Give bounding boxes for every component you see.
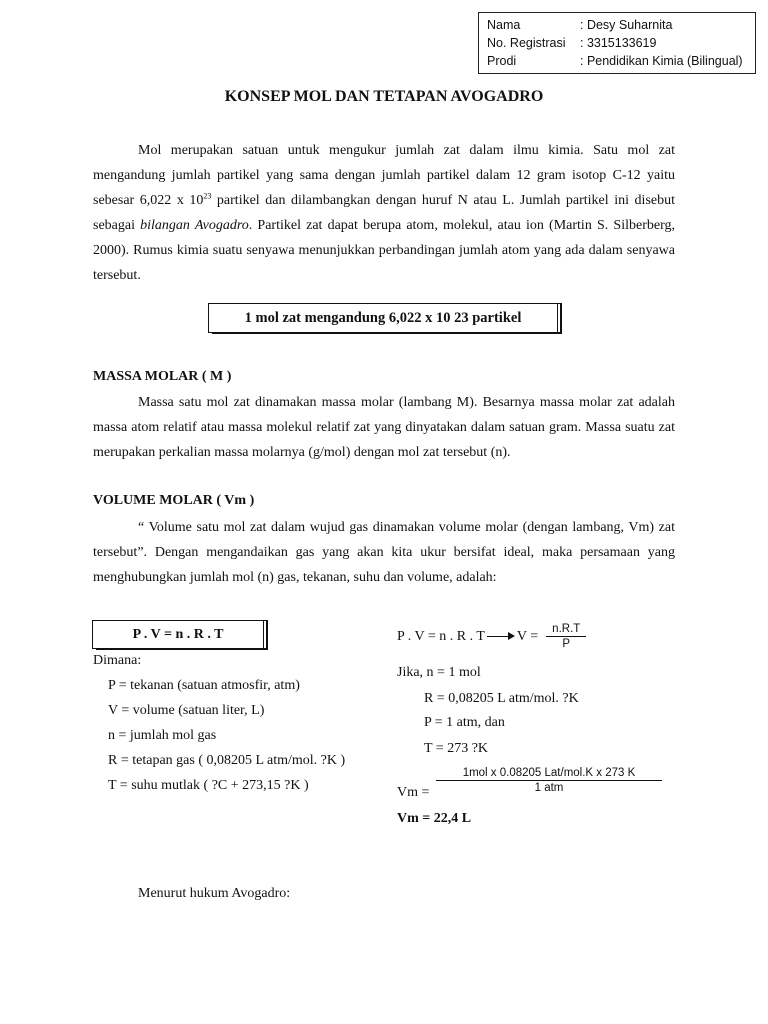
massa-molar-paragraph <box>93 390 675 465</box>
intro-text <box>93 138 675 288</box>
definition-item: n = jumlah mol gas <box>108 728 217 743</box>
fraction-denominator: P <box>562 638 571 650</box>
identity-value: : 3315133619 <box>580 36 657 50</box>
massa-molar-heading: MASSA MOLAR ( M ) <box>93 369 232 384</box>
condition-r: R = 0,08205 L atm/mol. ?K <box>424 691 579 706</box>
intro-paragraph <box>93 138 675 288</box>
identity-value: : Desy Suharnita <box>580 18 673 32</box>
ideal-gas-formula-box: P . V = n . R . T <box>92 620 264 649</box>
volume-molar-paragraph <box>93 515 675 590</box>
volume-molar-text: “ Volume satu mol zat dalam wujud gas dinamakan volume molar (dengan lambang, Vm) zat tersebut”. Dengan mengandaikan gas yang akan kita ukur bersifat ideal, maka persamaan yang menghubungkan jumlah mol (n) gas, tekanan, suhu dan volume, adalah: <box>93 520 675 585</box>
document-title: KONSEP MOL DAN TETAPAN AVOGADRO <box>224 88 544 105</box>
volume-molar-heading: VOLUME MOLAR ( Vm ) <box>93 493 255 508</box>
condition-p: P = 1 atm, dan <box>424 715 505 730</box>
vm-denominator: 1 atm <box>534 782 564 794</box>
intro-part-2: partikel dan dilambangkan dengan huruf N atau L. Jumlah partikel ini disebut sebagai <box>93 193 675 233</box>
identity-label: No. Registrasi <box>487 36 566 50</box>
definition-item: T = suhu mutlak ( ?C + 273,15 ?K ) <box>108 778 309 793</box>
identity-label: Prodi <box>487 54 517 68</box>
definition-item: R = tetapan gas ( 0,08205 L atm/mol. ?K ) <box>108 753 346 768</box>
vm-numerator: 1mol x 0.08205 Lat/mol.K x 273 K <box>436 766 662 781</box>
identity-row-program <box>487 52 755 70</box>
identity-value: : Pendidikan Kimia (Bilingual) <box>580 54 743 68</box>
definition-item: P = tekanan (satuan atmosfir, atm) <box>108 678 300 693</box>
equation-left: P . V = n . R . T <box>397 629 485 644</box>
fraction-numerator: n.R.T <box>546 622 586 637</box>
equation-right: V = <box>516 629 539 644</box>
identity-box <box>478 12 756 74</box>
massa-molar-text: Massa satu mol zat dinamakan massa molar (lambang M). Besarnya massa molar zat adalah massa atom relatif atau massa molekul relatif zat yang dinyatakan dalam satuan gram. Massa suatu zat merupakan perkalian massa molarnya (g/mol) dengan mol zat tersebut (n). <box>93 395 675 460</box>
definition-item: V = volume (satuan liter, L) <box>108 703 265 718</box>
intro-exponent: 23 <box>203 191 212 201</box>
vm-fraction <box>436 766 662 795</box>
volume-fraction <box>546 622 586 651</box>
vm-label: Vm = <box>397 785 430 800</box>
intro-part-1: Mol merupakan satuan untuk mengukur jumlah zat dalam ilmu kimia. Satu mol zat mengandung jumlah partikel yang sama dengan jumlah partikel dalam 12 gram isotop C-12 yaitu sebesar 6,022 x 10 <box>93 143 675 208</box>
intro-part-3: . Partikel zat dapat berupa atom, molekul, atau ion (Martin S. Silberberg, 2000). Rumus kimia suatu senyawa menunjukkan perbandingan jumlah atom yang ada dalam senyawa tersebut. <box>93 218 675 283</box>
vm-result: Vm = 22,4 L <box>397 811 472 826</box>
mol-definition-box: 1 mol zat mengandung 6,022 x 10 23 partikel <box>208 303 558 333</box>
intro-italic-term: bilangan Avogadro <box>140 218 249 233</box>
closing-text: Menurut hukum Avogadro: <box>138 886 291 901</box>
condition-t: T = 273 ?K <box>424 741 489 756</box>
identity-row-registration <box>487 34 755 52</box>
arrow-right-icon <box>487 636 509 637</box>
identity-row-name <box>487 16 755 34</box>
identity-label: Nama <box>487 18 521 32</box>
volume-equation <box>397 622 586 651</box>
condition-n: Jika, n = 1 mol <box>397 665 481 680</box>
dimana-label: Dimana: <box>93 653 142 668</box>
